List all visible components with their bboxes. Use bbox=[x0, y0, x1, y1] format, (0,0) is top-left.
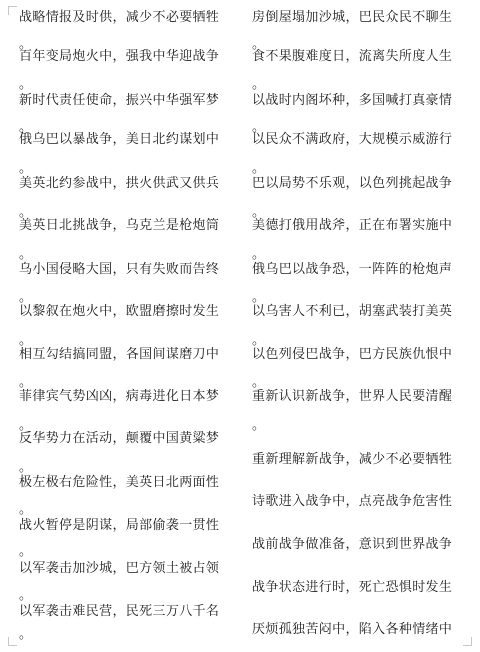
line-end-mark: 。 bbox=[19, 120, 33, 135]
poem-line: 极左极右危险性，美英日北两面性 bbox=[19, 475, 220, 490]
line-end-mark: 。 bbox=[19, 375, 33, 390]
poem-line: 俄乌巴以暴战争，美日北约谋划中 bbox=[19, 132, 220, 147]
line-end-mark: 。 bbox=[19, 37, 33, 52]
line-end-mark: 。 bbox=[252, 120, 266, 135]
line-end-mark: 。 bbox=[19, 290, 33, 305]
poem-line: 食不果腹难度日，流离失所度人生 bbox=[252, 49, 453, 64]
poem-line: 美英日北挑战争，乌克兰是枪炮筒 bbox=[19, 218, 220, 233]
poem-line: 俄乌巴以战争恐，一阵阵的枪炮声 bbox=[252, 262, 453, 277]
line-end-mark: 。 bbox=[252, 205, 266, 220]
poem-line: 重新认识新战争，世界人民要清醒 bbox=[252, 389, 453, 404]
poem-line: 以色列侵巴战争，巴方民族仇恨中 bbox=[252, 347, 453, 362]
poem-line: 房倒屋塌加沙城，巴民众民不聊生 bbox=[252, 10, 453, 25]
poem-line: 巴以局势不乐观，以色列挑起战争 bbox=[252, 176, 453, 191]
page-corner-mark-bottom-left bbox=[8, 637, 17, 646]
poem-line: 战争状态进行时，死亡恐惧时发生 bbox=[252, 580, 453, 595]
line-end-mark: 。 bbox=[19, 544, 33, 559]
poem-line: 以战时内阁坏种，多国喊打真豪情 bbox=[252, 93, 453, 108]
page-corner-mark-bottom-right bbox=[463, 637, 472, 646]
line-end-mark: 。 bbox=[19, 333, 33, 348]
line-end-mark: 。 bbox=[19, 627, 33, 642]
line-end-mark: 。 bbox=[252, 290, 266, 305]
poem-line: 战火暂停是阴谋，局部偷袭一贯性 bbox=[19, 518, 220, 533]
line-end-mark: 。 bbox=[19, 588, 33, 603]
poem-line: 美英北约参战中，拱火供武又供兵 bbox=[19, 176, 220, 191]
line-end-mark: 。 bbox=[19, 247, 33, 262]
poem-line: 以军袭击加沙城，巴方领土被占领 bbox=[19, 561, 220, 576]
line-end-mark: 。 bbox=[252, 161, 266, 176]
poem-line: 反华势力在活动，颠覆中国黄粱梦 bbox=[19, 431, 220, 446]
line-end-mark: 。 bbox=[252, 375, 266, 390]
poem-line: 战前战争做准备，意识到世界战争 bbox=[252, 537, 453, 552]
poem-line: 厌烦孤独苦闷中，陷入各种情绪中 bbox=[252, 622, 453, 637]
line-end-mark: 。 bbox=[252, 247, 266, 262]
poem-line: 以乌害人不利已，胡塞武装打美英 bbox=[252, 304, 453, 319]
poem-line: 以黎叙在炮火中，欧盟磨擦时发生 bbox=[19, 304, 220, 319]
poem-line: 百年变局炮火中，强我中华迎战争 bbox=[19, 49, 220, 64]
line-end-mark: 。 bbox=[19, 502, 33, 517]
poem-line: 美德打俄用战斧，正在布署实施中 bbox=[252, 218, 453, 233]
poem-line: 新时代责任使命，振兴中华强军梦 bbox=[19, 93, 220, 108]
poem-line: 乌小国侵略大国，只有失败而告终 bbox=[19, 262, 220, 277]
line-end-mark: 。 bbox=[252, 333, 266, 348]
poem-line: 战略情报及时供，减少不必要牺牲 bbox=[19, 10, 220, 25]
line-end-mark: 。 bbox=[252, 37, 266, 52]
poem-line: 诗歌进入战争中，点亮战争危害性 bbox=[252, 494, 453, 509]
poem-line: 以军袭击难民营，民死三万八千名 bbox=[19, 604, 220, 619]
poem-line: 以民众不满政府，大规模示威游行 bbox=[252, 132, 453, 147]
line-end-mark: 。 bbox=[252, 77, 266, 92]
line-end-mark: 。 bbox=[19, 460, 33, 475]
poem-line: 相互勾结搞同盟，各国间谋磨刀中 bbox=[19, 347, 220, 362]
poem-line: 菲律宾气势凶凶，病毒进化日本梦 bbox=[19, 389, 220, 404]
line-end-mark: 。 bbox=[19, 418, 33, 433]
line-end-mark: 。 bbox=[19, 77, 33, 92]
line-end-mark: 。 bbox=[252, 418, 266, 433]
poem-line: 重新理解新战争，减少不必要牺牲 bbox=[252, 452, 453, 467]
line-end-mark: 。 bbox=[19, 161, 33, 176]
page-corner-mark-top-left bbox=[8, 6, 17, 15]
line-end-mark: 。 bbox=[19, 205, 33, 220]
